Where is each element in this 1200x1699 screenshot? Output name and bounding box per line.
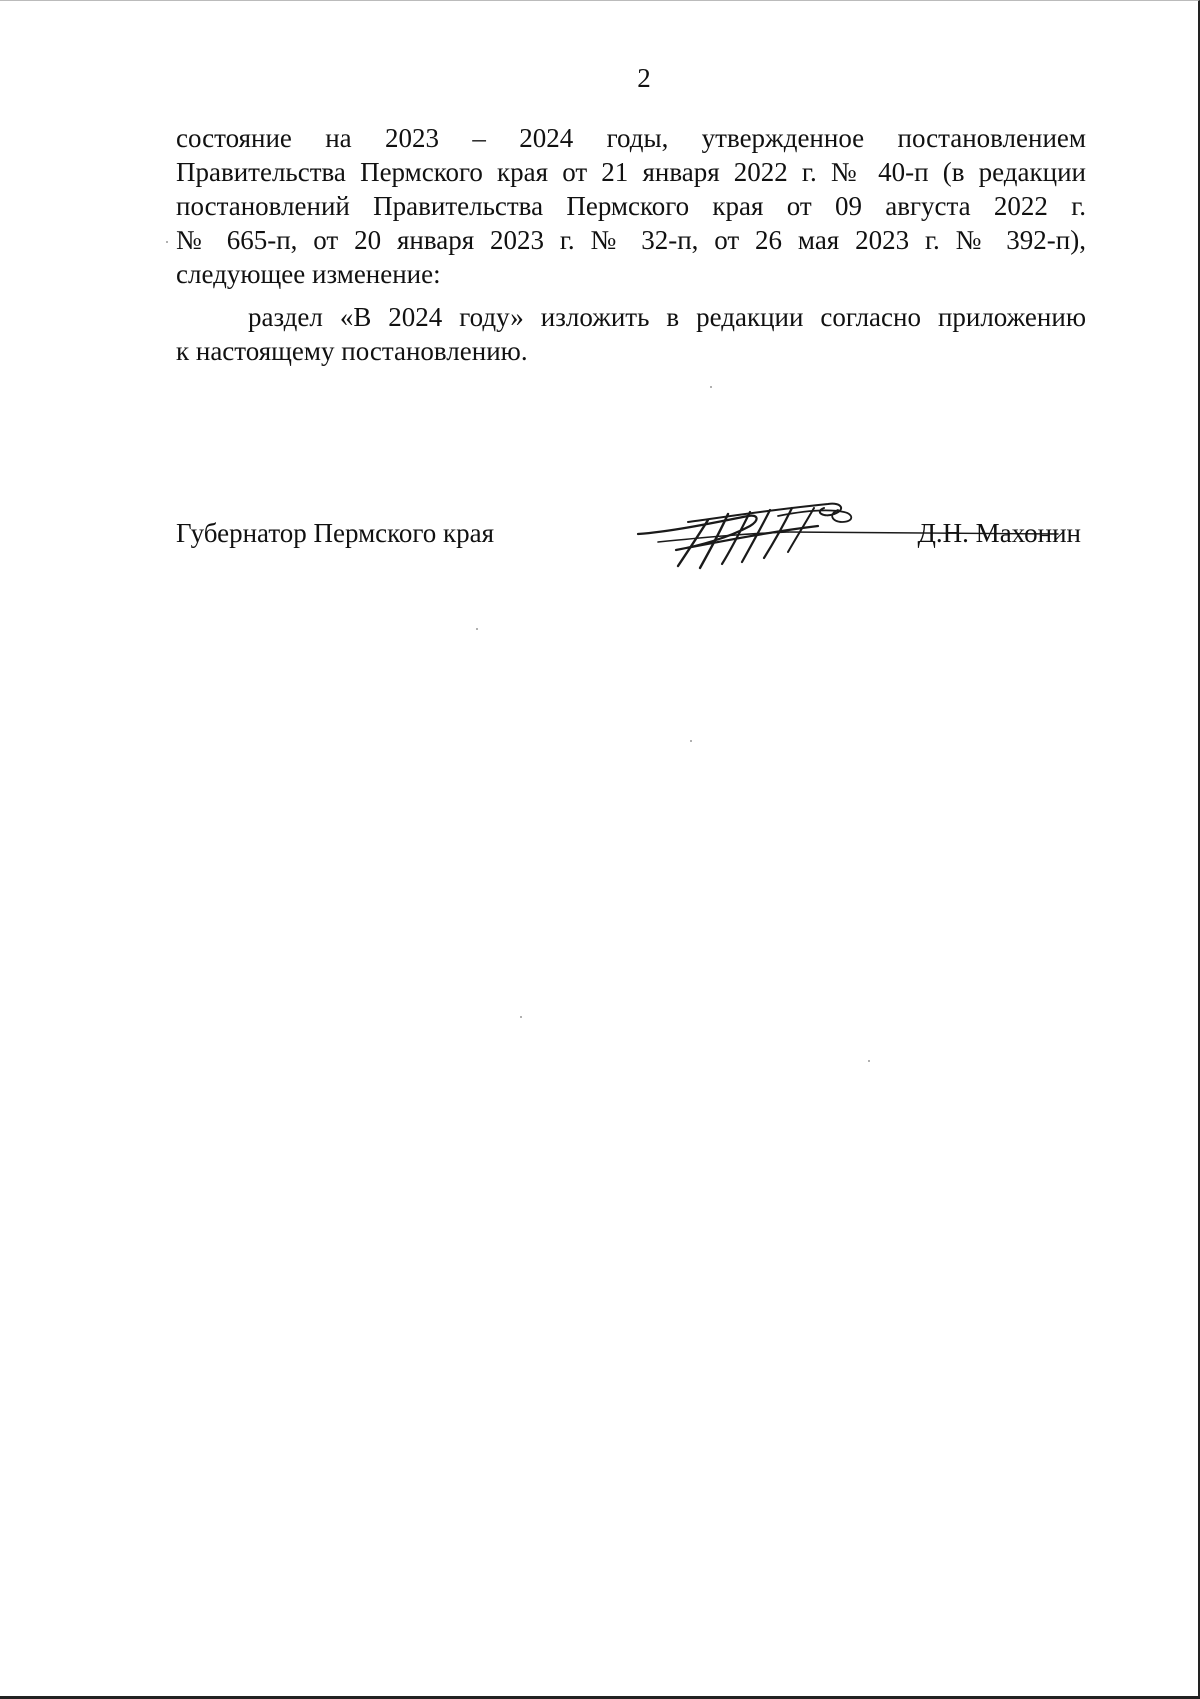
signature-block	[176, 510, 1081, 570]
text-line: следующее изменение:	[176, 259, 441, 289]
text-line: постановлений Правительства Пермского края от 09 августа 2022 г.	[176, 191, 1086, 221]
document-body	[176, 121, 1086, 368]
signatory-name: Д.Н. Махонин	[917, 518, 1081, 548]
signatory-title: Губернатор Пермского края	[176, 518, 495, 548]
paragraph-amendment-change	[176, 300, 1086, 368]
scan-speck	[520, 1016, 522, 1018]
text-line: состояние на 2023 – 2024 годы, утвержденное постановлением	[176, 123, 1086, 153]
text-line: № 665-п, от 20 января 2023 г. № 32-п, от 26 мая 2023 г. № 392-п),	[176, 225, 1086, 255]
scan-speck	[868, 1060, 870, 1062]
scan-speck	[690, 740, 692, 742]
scan-speck	[166, 241, 168, 243]
text-line: к настоящему постановлению.	[176, 336, 528, 366]
text-line: раздел «В 2024 году» изложить в редакции согласно приложению	[248, 302, 1086, 332]
paragraph-amendment-context	[176, 121, 1086, 291]
page-number: 2	[637, 63, 651, 93]
text-line: Правительства Пермского края от 21 января 2022 г. № 40-п (в редакции	[176, 157, 1086, 187]
scan-speck	[476, 628, 478, 630]
scan-speck	[710, 386, 712, 388]
